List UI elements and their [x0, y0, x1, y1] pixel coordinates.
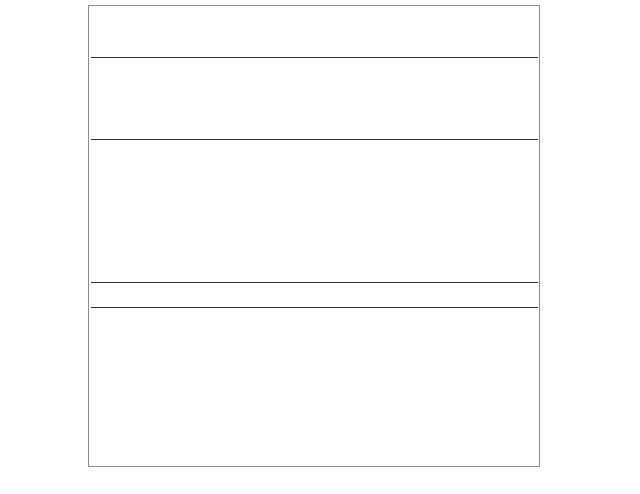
header-total-row-2 [91, 60, 538, 67]
header-columns-row [91, 68, 538, 75]
team-section-header [91, 77, 538, 84]
team-total-rule [91, 139, 538, 140]
table-bottom-rule [91, 307, 538, 308]
header-group-row [91, 52, 538, 59]
indiv-total-rule [91, 282, 538, 283]
